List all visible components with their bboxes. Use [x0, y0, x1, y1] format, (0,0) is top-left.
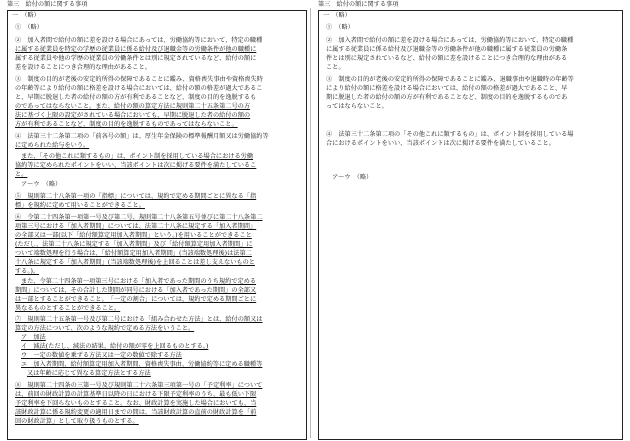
paragraph-3-line [15, 121, 238, 130]
paragraph-8-line: ⑧ 規則第二十四条の三第一号及び規則第二十六条第三項第一号の「予定利率」について [15, 382, 263, 389]
paragraph-2-line: 属する従業員や他の学歴の従業員の労働条件とは別に規定されているなど、給付の額に [15, 55, 257, 62]
paragraph-5-line: 標」を規約に定めて用いることができること。 [15, 202, 145, 209]
paragraph-7-item [21, 334, 46, 343]
paragraph-7-item [21, 361, 262, 370]
paragraph-6-mata [15, 305, 120, 314]
paragraph-3-line: ③ 制度の目的が老後の安定的所得の保障であることに鑑み、退職事由や退職時の年齢等 [326, 76, 574, 83]
paragraph-6-line: 十八条に規定する「加入者期間」(当該端数処理後)を上回ることは差し支えないものと [15, 259, 255, 266]
paragraph-6-mata-line: 異なるものとすることができること。 [15, 305, 121, 312]
paragraph-8-line: 予定利率を下回らないものとすること。なお、財政計算を実施した場合においても、当 [15, 400, 257, 407]
paragraph-6-line [15, 268, 39, 277]
paragraph-5-line [15, 202, 145, 211]
paragraph-4-subitems: ア〜ウ （略） [332, 174, 373, 181]
paragraph-7-line: 算定の方法について、次のような規約で定める方法をいうこと。 [15, 325, 195, 332]
paragraph-3-line: により給付の額に格差を設ける場合においては、給付の額の格差が過大であること、早 [326, 85, 568, 92]
paragraph-6-line [15, 250, 252, 259]
paragraph-7-line: ⑦ 規則第二十五条第一号及び第二号における「組み合わせた方法」とは、給付の額又は [15, 316, 263, 323]
paragraph-7-item: エ 加入者期間、給付額算定用加入者期間、資格喪失事由、労働協約等に定める職種等 [21, 361, 263, 368]
paragraph-6-line [15, 223, 256, 232]
column-divider [310, 8, 311, 438]
paragraph-3-line [15, 112, 250, 121]
paragraph-8-line: は、前回の財政計算の計算基準日以降の日における下限予定利率のうち、最も低い下限 [15, 391, 257, 398]
paragraph-6-mata-line: また、令第二十四条第一項第三号における「加入者であった期間のうち規約で定める [21, 278, 257, 285]
paragraph-6-line: 項第三号における「加入者期間」については、法第二十八条に規定する「加入者期間」 [15, 223, 257, 230]
paragraph-7-item: イ 減法(ただし、減法の結果、給付の額が零を上回るものとする。) [21, 343, 209, 350]
paragraph-4-line: 合におけるポイントをいい、当該ポイントは次に掲げる要件を満たしていること。 [326, 140, 555, 147]
paragraph-6-mata [15, 296, 256, 305]
paragraph-8-line [15, 409, 256, 418]
paragraph-4-line: ④ 法第三十二条第二項の「前各号の額」は、厚生年金保険の標準報酬月額又は労働協約等 [15, 133, 269, 140]
paragraph-3-line: 法に基づく上限の設定がされている場合においても、早期に脱退した者の給付の額の [15, 112, 251, 119]
paragraph-6-line: ついて端数処理を行う場合は、「給付額算定用加入者期間」(当該端数処理後)は法第二 [15, 250, 252, 257]
paragraph-6-line [15, 214, 263, 223]
paragraph-6-line: ⑥ 令第二十四条第一項第一号及び第二号、規則第二十八条第五号並びに第二十八条第二 [15, 214, 263, 221]
paragraph-6-line [15, 232, 252, 241]
paragraph-1: ① （略） [326, 24, 354, 31]
paragraph-6-line [15, 241, 253, 250]
paragraph-2-line [15, 46, 256, 55]
paragraph-1: ① （略） [15, 24, 43, 31]
paragraph-4-subitems: ア〜ウ （略） [21, 181, 62, 188]
paragraph-3-line: ってはならないこと。 [326, 103, 388, 110]
paragraph-3-line: 期に脱退した者の給付の額の方が有利であることなど、制度の目的を逸脱するものであ [326, 94, 568, 101]
paragraph-5-line: ⑤ 規則第二十八条第一項の「指標」については、規約で定める期間ごとに異なる「指 [15, 193, 257, 200]
paragraph-2-line: に属する従業員に係る給付及び退職金等の労働条件が他の職種に属する従業員の労働条 [326, 46, 568, 53]
paragraph-5-line [15, 193, 256, 202]
paragraph-3-line: のであってはならないこと。また、給付の額の算定方法に規則第二十五条第二号の方 [15, 103, 251, 110]
paragraph-4-mata [15, 171, 27, 180]
paragraph-4-line: ④ 法第三十二条第二項の「その他これに類するもの」は、ポイント制を採用している場 [326, 131, 574, 138]
paragraph-2-line: に属する従業員を特定の学歴の従業員に係る給付及び退職金等の労働条件が他の職種に [15, 46, 257, 53]
paragraph-8-line: 回の財政計算」として取り扱うものとする。 [15, 418, 139, 425]
paragraph-4-mata [21, 153, 253, 162]
paragraph-8-line [15, 418, 139, 427]
section-title: 第三 給付の額に関する事項 [318, 1, 399, 8]
paragraph-7-item [21, 343, 208, 352]
paragraph-3-line: の年齢等により給付の額に格差を設ける場合においては、給付の額の格差が過大であるこ [15, 85, 263, 92]
paragraph-2-line: 差を設けることにつき合理的な理由があること。 [15, 64, 151, 71]
paragraph-8-line [15, 382, 262, 391]
paragraph-6-line: の全部又は一部(以下「給付額算定用加入者期間」という。)を用いることができること [15, 232, 252, 239]
paragraph-6-mata-line: 期間」については、その合計した期間が同号における「加入者であった期間」の全部又 [15, 287, 257, 294]
paragraph-2-line: こと。 [326, 64, 345, 71]
paragraph-3-line: ③ 制度の目的が老後の安定的所得の保障であることに鑑み、資格喪失事由や資格喪失時 [15, 76, 263, 83]
paragraph-2-line: 件とは別に規定されているなど、給付の額に差を設けることにつき合理的な理由がある [326, 55, 568, 62]
paragraph-6-mata [15, 287, 256, 296]
paragraph-7-item: ア 加法 [21, 334, 46, 341]
paragraph-7-item [27, 370, 151, 379]
item-ichi: 一 （略） [323, 12, 351, 19]
paragraph-4-mata-line: 協約等に定められたポイントをいい、当該ポイントは次に掲げる要件を満たしているこ [15, 162, 257, 169]
paragraph-4-line: に定められた給与をいう。 [15, 142, 90, 149]
paragraph-6-line: する。)。 [15, 268, 40, 275]
paragraph-3-line: と、早期に脱退した者の給付の額の方が有利であることなど、制度の目的を逸脱するも [15, 94, 257, 101]
paragraph-4-mata-line: また、「その他これに類するもの」は、ポイント制を採用している場合における労働 [21, 153, 254, 160]
item-ichi: 一 （略） [12, 12, 40, 19]
paragraph-6-mata [21, 278, 256, 287]
paragraph-7-line [15, 316, 263, 325]
paragraph-4-mata-line: と。 [15, 171, 28, 178]
paragraph-6-line: (ただし、法第二十八条に規定する「加入者期間」及び「給付額算定用加入者期間」に [15, 241, 253, 248]
paragraph-7-item: 又は年齢に応じて異なる算定方法とする方法 [27, 370, 151, 377]
paragraph-6-mata-line: は一部とすることができること。 「一定の割合」については、規約で定める期間ごとに [15, 296, 257, 303]
paragraph-3-line [15, 103, 250, 112]
section-title: 第三 給付の額に関する事項 [7, 1, 88, 8]
paragraph-8-line [15, 400, 256, 409]
paragraph-7-item [21, 352, 182, 361]
paragraph-8-line [15, 391, 256, 400]
current-text-box [318, 10, 623, 440]
paragraph-7-item: ウ 一定の数値を乗ずる方法又は一定の数値で除する方法 [21, 352, 182, 359]
paragraph-2-line: ② 加入者間で給付の額に差を設ける場合にあっては、労働協約等において、特定の職種 [15, 37, 263, 44]
paragraph-7-line [15, 325, 194, 334]
paragraph-4-mata [15, 162, 256, 171]
paragraph-6-line [15, 259, 255, 268]
paragraph-2-line: ② 加入者間で給付の額に差を設ける場合にあっては、労働協約等において、特定の職種 [326, 37, 574, 44]
paragraph-3-line: 方が有利であることなど、制度の目的を逸脱するものであってはならないこと。 [15, 121, 238, 128]
paragraph-8-line: 該財政計算に係る規約変更の適用日までの間は、当該財政計算の直前の財政計算を「前 [15, 409, 257, 416]
paragraph-4-line [15, 142, 89, 151]
